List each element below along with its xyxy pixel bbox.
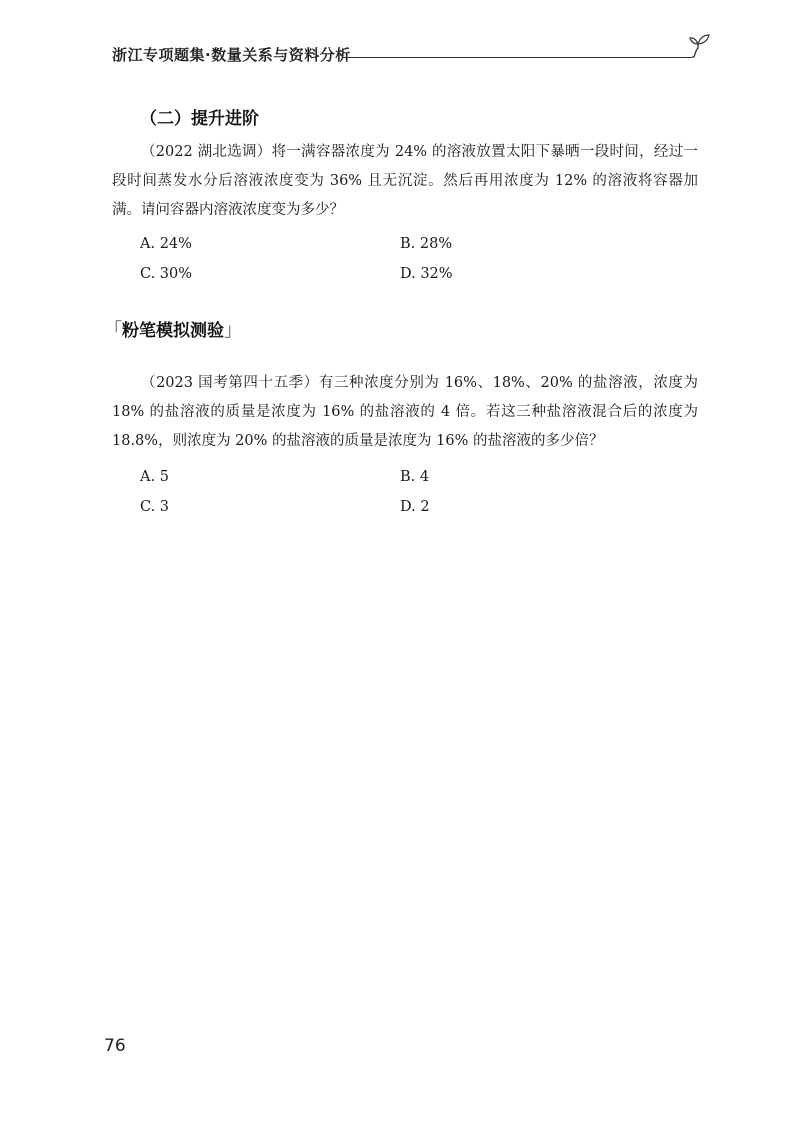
question-1-text: （2022 湖北选调）将一满容器浓度为 24% 的溶液放置太阳下暴晒一段时间，经过一段时间蒸发水分后溶液浓度变为 36% 且无沉淀。然后再用浓度为 12% 的溶液将容器加满。请问容器内溶液浓度变为多少？	[112, 144, 698, 218]
option-b: B. 28%	[400, 236, 453, 252]
sprout-icon	[682, 26, 716, 60]
bracket-left: 「	[104, 320, 122, 341]
header-rule	[342, 57, 692, 58]
question-2-options	[140, 462, 700, 522]
section-heading: （二）提升进阶	[140, 109, 259, 129]
bracket-right: 」	[224, 320, 242, 341]
question-2-text: （2023 国考第四十五季）有三种浓度分别为 16%、18%、20% 的盐溶液，浓度为 18% 的盐溶液的质量是浓度为 16% 的盐溶液的 4 倍。若这三种盐溶液混合后的浓度为 18.8%，则浓度为 20% 的盐溶液的质量是浓度为 16% 的盐溶液的多少倍？	[112, 375, 698, 449]
option-d: D. 32%	[400, 266, 453, 282]
header-title: 浙江专项题集·数量关系与资料分析	[112, 46, 351, 64]
page-header	[0, 0, 800, 70]
option-b: B. 4	[400, 469, 430, 485]
page-number: 76	[104, 1036, 126, 1056]
option-c: C. 3	[140, 499, 170, 515]
option-c: C. 30%	[140, 266, 193, 282]
mock-test-heading	[104, 316, 242, 342]
option-d: D. 2	[400, 499, 430, 515]
question-1-options	[140, 229, 700, 289]
mock-test-title: 粉笔模拟测验	[122, 321, 224, 341]
option-a: A. 24%	[140, 236, 192, 252]
option-a: A. 5	[140, 469, 169, 485]
